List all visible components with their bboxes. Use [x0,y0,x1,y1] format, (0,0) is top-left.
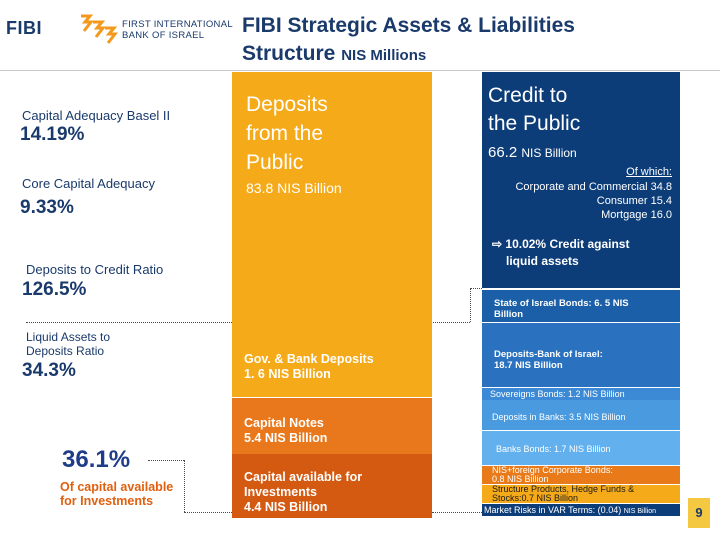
credit-liquid-note: ⇨ 10.02% Credit against liquid assets [492,237,630,268]
page-number: 9 [688,498,710,528]
of-which-label: Of which: [626,166,672,178]
deposits-credit-value: 126.5% [22,279,87,300]
core-capital-label: Core Capital Adequacy [22,176,155,191]
state-bonds-text: State of Israel Bonds: 6. 5 NIS Billion [494,298,629,320]
boi-deposits-text: Deposits-Bank of Israel: 18.7 NIS Billion [494,349,603,371]
sovereign-bonds-block [482,388,680,400]
connector-line [148,460,184,461]
credit-breakdown: Corporate and Commercial 34.8 Consumer 15.4 Mortgage 16.0 [515,181,672,221]
bank-emblem-icon [78,12,120,53]
page-title: FIBI Strategic Assets & Liabilities Structure NIS Millions [242,14,575,65]
credit-value: 66.2 NIS Billion [488,144,577,161]
var-text: Market Risks in VAR Terms: (0.04) NIS Billion [484,505,657,515]
state-bonds-block [482,290,680,322]
liquid-assets-value: 34.3% [22,360,76,381]
deposits-block [232,72,432,385]
core-capital-value: 9.33% [20,197,74,218]
structured-products-block [482,485,680,503]
liquid-assets-label: Liquid Assets to Deposits Ratio [26,330,111,358]
header-divider [0,70,720,71]
boi-deposits-block [482,323,680,387]
capital-adequacy-value: 14.19% [20,124,85,145]
investments-label: Of capital available for Investments [60,480,174,508]
capital-adequacy-label: Capital Adequacy Basel II [22,108,171,123]
connector-line [470,288,471,322]
credit-block [482,72,680,288]
connector-line [432,512,482,513]
bank-deposits-text: Deposits in Banks: 3.5 NIS Billion [492,412,626,422]
connector-line [184,512,232,513]
arrow-right-icon: ⇨ [492,237,503,251]
credit-title: Credit to the Public [488,84,581,135]
bank-bonds-text: Banks Bonds: 1.7 NIS Billion [496,444,611,454]
sovereign-bonds-text: Sovereigns Bonds: 1.2 NIS Billion [490,389,625,399]
fibi-logo: FIBI [6,18,42,38]
deposits-credit-label: Deposits to Credit Ratio [26,262,164,277]
capital-notes-text: Capital Notes 5.4 NIS Billion [244,416,328,445]
gov-deposits-text: Gov. & Bank Deposits 1. 6 NIS Billion [244,352,374,381]
deposits-value: 83.8 NIS Billion [246,180,342,196]
gov-deposits-block [232,385,432,397]
connector-line [184,460,185,512]
connector-line [470,288,482,289]
var-block [482,504,680,516]
deposits-title: Deposits from the Public [246,93,328,174]
capital-notes-block [232,398,432,454]
capital-available-block [232,454,432,518]
bank-deposits-block [482,400,680,430]
investments-value: 36.1% [62,446,131,473]
structured-products-text: Structure Products, Hedge Funds & Stocks:0.7 NIS Billion [492,484,635,503]
bank-bonds-block [482,431,680,465]
capital-available-text: Capital available for Investments 4.4 NIS Billion [244,470,363,514]
bank-name: FIRST INTERNATIONAL BANK OF ISRAEL [122,19,233,41]
corporate-bonds-text: NIS+foreign Corporate Bonds: 0.8 NIS Billion [492,465,613,484]
corporate-bonds-block [482,466,680,484]
